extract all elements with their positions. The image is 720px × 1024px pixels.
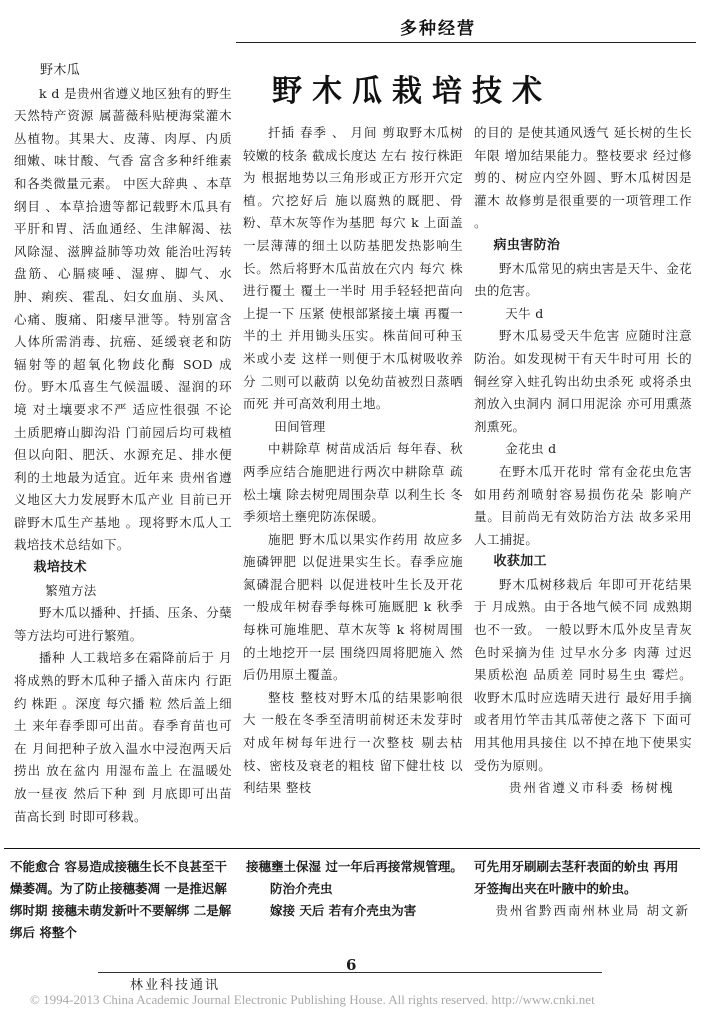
- paragraph-pruning-continued: 的目的 是使其通风透气 延长树的生长年限 增加结果能力。整枝要求 经过修剪的、树应内空外圆、野木瓜树因是灌木 故修剪是很重要的一项管理工作 。: [474, 125, 692, 231]
- strip-paragraph-2: 接穗壅土保湿 过一年后再接常规管理。: [246, 859, 463, 874]
- section-heading-pest-control: 病虫害防治: [493, 237, 561, 253]
- subheading-flower-beetle: 金花虫 d: [505, 441, 557, 457]
- strip-paragraph-1: 不能愈合 容易造成接穗生长不良甚至干燥萎凋。为了防止接穗萎凋 一是推迟解绑时期 接穗未萌发新叶不要解绑 二是解绑后 将整个: [10, 859, 232, 940]
- paragraph-pruning: 整枝 整枝对野木瓜的结果影响很大 一般在冬季至清明前树还未发芽时 对成年树每年进行一次整枝 剔去枯枝、密枝及衰老的粗枝 留下健壮枝 以利结果 整枝: [243, 689, 463, 796]
- section-heading-cultivation: 栽培技术: [33, 560, 87, 576]
- intro-paragraph: k d 是贵州省遵义地区独有的野生天然特产资源 属蔷薇科贴梗海棠灌木丛植物。其果大、皮薄、肉厚、内质细嫩、味甘酸、气香 富含多种纤维素和各类微量元素。 中医大辞典 、本草纲目 、本草拾遗等都记载野木瓜具有平肝和胃、活血通经、生津解渴、祛风除湿、滋脾益肺等功效 能治吐泻转盘筋、心膈痰唾、湿痹、脚气、水肿、痢疾、霍乱、妇女血崩、头风、心痛、腹痛、阳瘘早泄等。特别富含人体所需消毒、抗癌、延缓衰老和防辐射等的超氧化物歧化酶 SOD 成份。野木瓜喜生气候温暖、湿润的环境 对土壤要求不严 适应性很强 不论土质肥瘠山脚沟沿 门前园后均可栽植 但以向阳、肥沃、水源充足、排水便利的土地最为适宜。近年来 贵州省遵义地区大力发展野木瓜产业 目前已开辟野木瓜生产基地 。现将野木瓜人工栽培技术总结如下。: [14, 85, 232, 553]
- article-column-right: [474, 122, 692, 844]
- previous-article-strip: [10, 856, 690, 952]
- strip-subheading-scale-insect: 防治介壳虫: [270, 881, 333, 896]
- section-heading-harvest: 收获加工: [493, 554, 547, 570]
- subheading-propagation: 繁殖方法: [45, 582, 97, 598]
- strip-paragraph-4: 可先用牙刷刷去茎秆表面的蚧虫 再用牙签掏出夹在叶腋中的蚧虫。: [474, 859, 679, 896]
- paragraph-fertilizing: 施肥 野木瓜以果实作药用 故应多施磷钾肥 以促进果实生长。春季应施氮磷混合肥料 以促进枝叶生长及开花 一般成年树春季每株可施厩肥 k 秋季每株可施堆肥、草木灰等 k 将树周围的土地挖开一层 围绕四周将肥施入 然后仍用原土覆盖。: [243, 531, 463, 683]
- paragraph-sowing: 播种 人工栽培多在霜降前后于 月将成熟的野木瓜种子播入苗床内 行距约 株距 。深度 每穴播 粒 然后盖上细土 来年春季即可出苗。春季育苗也可在 月间把种子放入温水中浸泡两天后捞出 放在盆内 用湿布盖上 在温暖处放一昼夜 然后下种 到 月底即可出苗 苗高长到 时即可移栽。: [14, 650, 232, 824]
- page-number: 6: [346, 956, 357, 974]
- header-rule: [236, 42, 696, 43]
- footer-rule: [98, 972, 602, 973]
- article-title: 野木瓜栽培技术: [272, 74, 552, 109]
- paragraph-cutting: 扦插 春季 、 月间 剪取野木瓜树较嫩的枝条 截成长度达 左右 按行株距为 根据地势以三角形或正方形开穴定植。穴挖好后 施以腐熟的厩肥、骨粉、草木灰等作为基肥 每穴 k 上面盖一层薄薄的细土以防基肥发热影响生长。然后将野木瓜苗放在穴内 每穴 株 进行覆土 覆土一半时 用手轻轻把苗向上提一下 压紧 使根部紧接土壤 再覆一半的土 并用锄头压实。株苗间可种玉米或小麦 这样一则便于木瓜树吸收养分 二则可以蔽荫 以免幼苗被烈日蒸晒而死 并可高效利用土地。: [243, 125, 463, 412]
- section-header: 多种经营: [400, 19, 476, 39]
- journal-name: 林业科技通讯: [130, 978, 221, 993]
- article-author: 贵州省遵义市科委 杨树槐: [509, 780, 675, 796]
- strip-column-2: [246, 856, 468, 922]
- paragraph-harvest: 野木瓜树移栽后 年即可开花结果 于 月成熟。由于各地气候不同 成熟期也不一致。 一般以野木瓜外皮呈青灰色时采摘为佳 过早水分多 肉薄 过迟果质松泡 品质差 同时易生虫 霉烂。收野木瓜时应选晴天进行 最好用手摘 或者用竹竿击其瓜蒂使之落下 下面可用其他用具接住 以不掉在地下使果实受伤为原则。: [474, 576, 692, 773]
- copyright-notice: © 1994-2013 China Academic Journal Electronic Publishing House. All rights reserved. http://www.cnki.net: [30, 992, 595, 1007]
- article-divider: [4, 848, 700, 849]
- paragraph-propagation: 野木瓜以播种、扦插、压条、分蘖等方法均可进行繁殖。: [14, 605, 232, 643]
- article-heading: 野木瓜: [40, 63, 81, 78]
- strip-paragraph-3: 嫁接 天后 若有介壳虫为害: [270, 903, 417, 918]
- paragraph-longhorn-beetle: 野木瓜易受天牛危害 应随时注意防治。如发现树干有天牛时可用 长的铜丝穿入蛀孔钩出幼虫杀死 或将杀虫剂放入虫洞内 洞口用泥涂 亦可用熏蒸剂熏死。: [474, 328, 692, 434]
- paragraph-weeding: 中耕除草 树苗成活后 每年春、秋两季应结合施肥进行两次中耕除草 疏松土壤 除去树兜周围杂草 以利生长 冬季须培土壅兜防冻保暖。: [243, 441, 463, 525]
- paragraph-pest-intro: 野木瓜常见的病虫害是天牛、金花虫的危害。: [474, 260, 692, 299]
- strip-column-1: [10, 856, 232, 944]
- strip-author: 贵州省黔西南州林业局 胡文新: [495, 903, 690, 918]
- paragraph-flower-beetle: 在野木瓜开花时 常有金花虫危害 如用药剂喷射容易损伤花朵 影响产量。目前尚无有效防治方法 故多采用人工捕捉。: [474, 463, 692, 547]
- subheading-field-management: 田间管理: [274, 418, 326, 434]
- subheading-longhorn-beetle: 天牛 d: [505, 305, 544, 321]
- strip-column-3: [474, 856, 690, 922]
- article-column-left: [14, 60, 232, 842]
- article-column-middle: [243, 122, 463, 844]
